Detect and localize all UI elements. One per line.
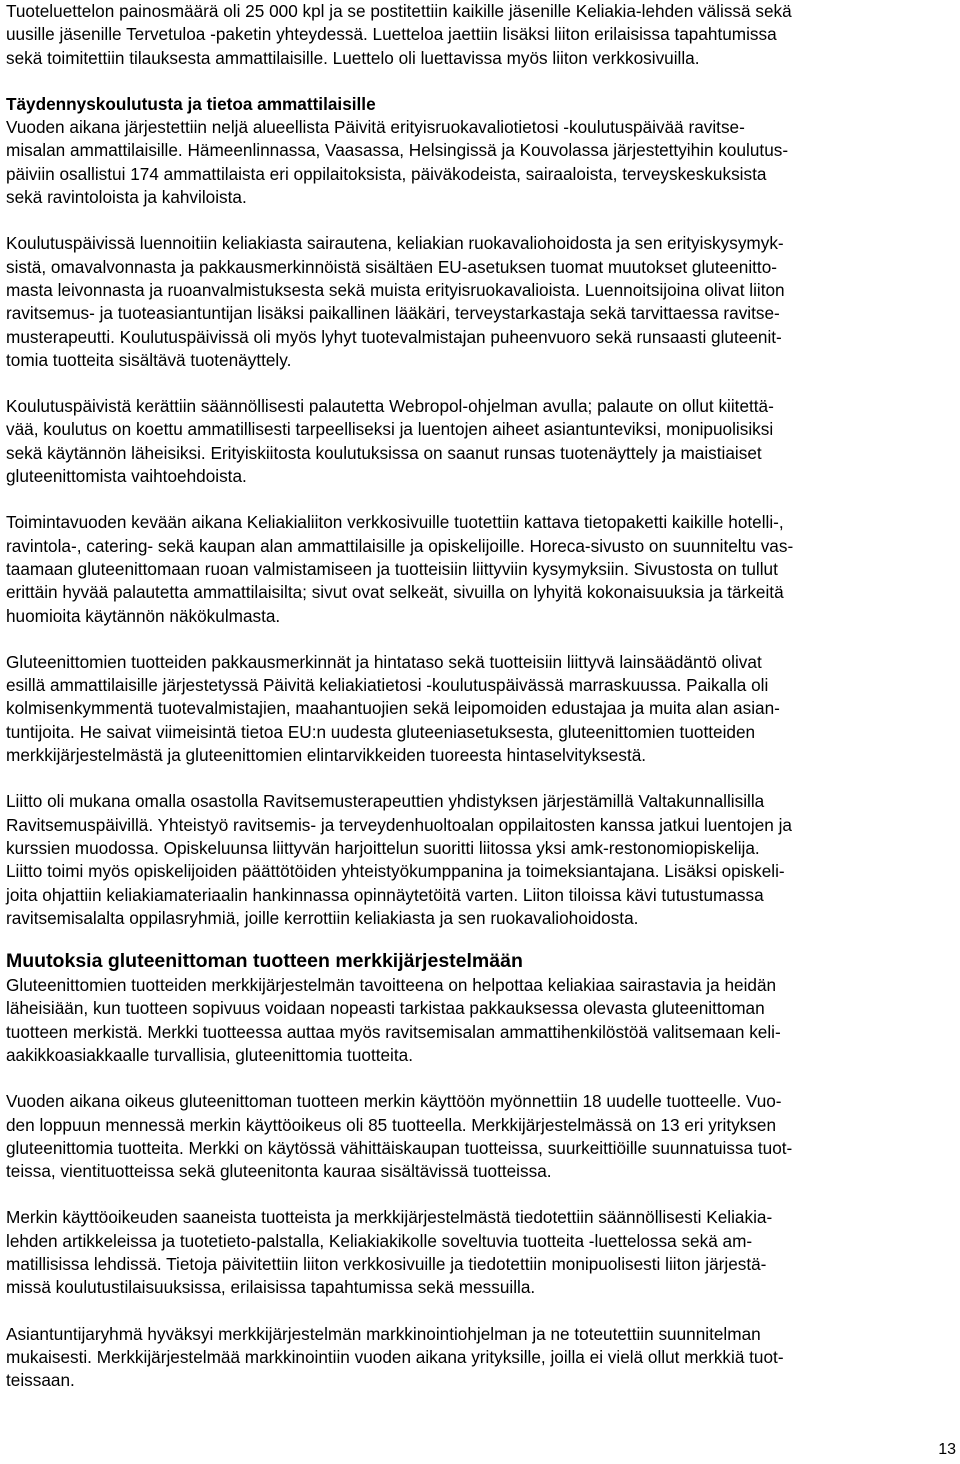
text-line: ravitsemisalalta oppilasryhmiä, joille kerrottiin keliakiasta ja sen ruokavaliohoidosta.	[6, 907, 639, 928]
text-line: teissa, vientituotteissa sekä gluteenitonta kauraa sisältävissä tuotteissa.	[6, 1161, 552, 1182]
text-line: Vuoden aikana oikeus gluteenittoman tuotteen merkin käyttöön myönnettiin 18 uudelle tuotteelle. Vuo-	[6, 1091, 782, 1112]
paragraph-labelling-training	[6, 651, 950, 767]
paragraph-label-system-goal	[6, 974, 950, 1067]
text-line: sekä ravintoloista ja kahviloista.	[6, 187, 247, 208]
text-line: misalan ammattilaisille. Hämeenlinnassa, Vaasassa, Helsingissä ja Kouvolassa järjestettyihin koulutus-	[6, 140, 789, 161]
text-line: Vuoden aikana järjestettiin neljä alueellista Päivitä erityisruokavaliotietosi -koulutuspäivää ravitse-	[6, 117, 745, 138]
text-line: taamaan gluteenittomaan ruoan valmistamiseen ja tuotteisiin liittyviin kysymyksiin. Sivustosta on tullut	[6, 558, 778, 579]
text-line: aakikkoasiakkaalle turvallisia, gluteenittomia tuotteita.	[6, 1044, 413, 1065]
text-line: Merkin käyttöoikeuden saaneista tuotteista ja merkkijärjestelmästä tiedotettiin säännöllisesti Keliakia-	[6, 1207, 773, 1228]
text-line: kurssien muodossa. Opiskeluunsa liittyvän harjoittelun suoritti liitossa yksi amk-restonomiopiskelija.	[6, 837, 760, 858]
text-line: Gluteenittomien tuotteiden pakkausmerkinnät ja hintataso sekä tuotteisiin liittyvä lainsäädäntö olivat	[6, 651, 762, 672]
text-line: gluteenittomista vaihtoehdoista.	[6, 466, 247, 487]
text-line: uusille jäsenille Tervetuloa -paketin yhteydessä. Luetteloa jaettiin lisäksi liiton erilaisissa tapahtumissa	[6, 24, 777, 45]
text-line: Asiantuntijaryhmä hyväksyi merkkijärjestelmän markkinointiohjelman ja ne toteutettiin suunnitelman	[6, 1323, 761, 1344]
text-line: sistä, omavalvonnasta ja pakkausmerkinnöistä sisältäen EU-asetuksen tuomat muutokset gluteenitto-	[6, 256, 777, 277]
text-line: Liitto oli mukana omalla osastolla Ravitsemusterapeuttien yhdistyksen järjestämillä Valtakunnallisilla	[6, 791, 765, 812]
text-line: Ravitsemuspäivillä. Yhteistyö ravitsemis- ja terveydenhuoltoalan oppilaitosten kanssa jatkui luentojen ja	[6, 814, 792, 835]
text-line: Tuoteluettelon painosmäärä oli 25 000 kpl ja se postitettiin kaikille jäsenille Keliakia-lehden välissä sekä	[6, 1, 792, 21]
text-line: musterapeutti. Koulutuspäivissä oli myös lyhyt tuotevalmistajan puheenvuoro sekä runsaasti gluteenit-	[6, 326, 782, 347]
paragraph-nutrition-days	[6, 790, 950, 930]
text-line: ravitsemus- ja tuoteasiantuntijan lisäksi paikallinen lääkäri, terveystarkastaja sekä tarvittaessa ravitse-	[6, 303, 780, 324]
text-line: läheisiään, kun tuotteen sopivuus voidaan nopeasti tarkistaa pakkauksessa olevasta gluteenittoman	[6, 998, 765, 1019]
text-line: esillä ammattilaisille järjestetyssä Päivitä keliakiatietosi -koulutuspäivässä marraskuussa. Paikalla oli	[6, 675, 769, 696]
text-line: matillisissa lehdissä. Tietoja päivitettiin liiton verkkosivuille ja tiedotettiin monipuolisesti liiton järjestä-	[6, 1254, 767, 1275]
text-line: merkkijärjestelmästä ja gluteenittomien elintarvikkeiden tuoreesta hintaselvityksestä.	[6, 745, 647, 766]
page-number: 13	[938, 1441, 956, 1458]
text-line: tuntijoita. He saivat viimeisintä tietoa EU:n uudesta gluteeniasetuksesta, gluteenittomien tuotteiden	[6, 721, 756, 742]
text-line: tuotteen merkistä. Merkki tuotteessa auttaa myös ravitsemisalan ammattihenkilöstöä valitsemaan keli-	[6, 1021, 781, 1042]
text-line: teissaan.	[6, 1370, 75, 1391]
text-line: vää, koulutus on koettu ammatillisesti tarpeelliseksi ja luentojen aiheet asiantunteviksi, monipuolisiksi	[6, 419, 774, 440]
text-line: Gluteenittomien tuotteiden merkkijärjestelmän tavoitteena on helpottaa keliakiaa sairastavia ja heidän	[6, 975, 777, 996]
paragraph-training-days	[6, 116, 950, 209]
text-line: erittäin hyvää palautetta ammattilaisilta; sivut ovat selkeät, sivuilla on lyhyitä kokonaisuuksia ja tärkeitä	[6, 582, 784, 603]
text-line: missä koulutustilaisuuksissa, erilaisissa tapahtumissa sekä messuilla.	[6, 1277, 536, 1298]
paragraph-marketing-program	[6, 1323, 950, 1393]
text-line: Koulutuspäivistä kerättiin säännöllisesti palautetta Webropol-ohjelman avulla; palaute on ollut kiitettä-	[6, 396, 774, 417]
paragraph-label-communication	[6, 1206, 950, 1299]
text-line: ravintola-, catering- sekä kaupan alan ammattilaisille ja opiskelijoille. Horeca-sivusto on suunniteltu vas-	[6, 535, 794, 556]
paragraph-label-grants	[6, 1090, 950, 1183]
text-line: päiviin osallistui 174 ammattilaista eri oppilaitoksista, päiväkodeista, sairaaloista, terveyskeskuksista	[6, 163, 767, 184]
text-line: gluteenittomia tuotteita. Merkki on käytössä vähittäiskaupan tuotteissa, suurkeittiöille suunnatuissa tuot-	[6, 1137, 793, 1158]
paragraph-catalogue-distribution	[6, 0, 950, 70]
paragraph-horeca-site	[6, 511, 950, 627]
text-line: joita ohjattiin keliakiamateriaalin hankinnassa opinnäytetöitä varten. Liiton tiloissa kävi tutustumassa	[6, 884, 764, 905]
text-line: Toimintavuoden kevään aikana Keliakialiiton verkkosivuille tuotettiin kattava tietopaketti kaikille hotelli-,	[6, 512, 784, 533]
text-line: den loppuun mennessä merkin käyttöoikeus oli 85 tuotteella. Merkkijärjestelmässä on 13 eri yrityksen	[6, 1114, 777, 1135]
paragraph-feedback	[6, 395, 950, 488]
paragraph-lecture-topics	[6, 232, 950, 372]
text-line: Liitto toimi myös opiskelijoiden päättötöiden yhteistyökumppanina ja toimeksiantajana. Lisäksi opiskeli-	[6, 861, 785, 882]
text-line: lehden artikkeleissa ja tuotetieto-palstalla, Keliakiakikolle soveltuvia tuotteita -luettelossa sekä am-	[6, 1230, 753, 1251]
text-line: mukaisesti. Merkkijärjestelmää markkinointiin vuoden aikana yrityksille, joilla ei vielä ollut merkkiä tuot-	[6, 1346, 784, 1367]
text-line: huomioita käytännön näkökulmasta.	[6, 605, 281, 626]
text-line: sekä käytännön läheisiksi. Erityiskiitosta koulutuksissa on saanut runsas tuotenäyttely ja maistiaiset	[6, 442, 762, 463]
document-page	[6, 0, 950, 1416]
text-line: tomia tuotteita sisältävä tuotenäyttely.	[6, 349, 292, 370]
text-line: kolmisenkymmentä tuotevalmistajien, maahantuojien sekä leipomoiden edustajaa ja muita alan asian-	[6, 698, 780, 719]
section-heading-professional-training: Täydennyskoulutusta ja tietoa ammattilaisille	[6, 93, 376, 114]
section-heading-label-system-changes: Muutoksia gluteenittoman tuotteen merkkijärjestelmään	[6, 950, 523, 973]
text-line: Koulutuspäivissä luennoitiin keliakiasta sairautena, keliakian ruokavaliohoidosta ja sen erityiskysymyk-	[6, 233, 784, 254]
text-line: masta leivonnasta ja ruoanvalmistuksesta sekä muista erityisruokavalioista. Luennoitsijoina olivat liiton	[6, 279, 785, 300]
text-line: sekä toimitettiin tilauksesta ammattilaisille. Luettelo oli luettavissa myös liiton verkkosivuilla.	[6, 47, 700, 68]
